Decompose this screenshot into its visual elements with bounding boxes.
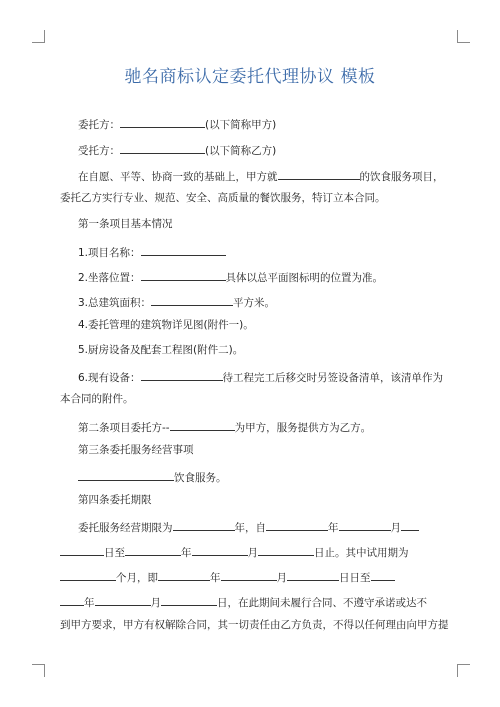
article-1-item-6-cont: 本合同的附件。 (60, 393, 134, 405)
fill-blank (60, 594, 84, 606)
page-corner-mark (32, 664, 45, 677)
article-text: 第二条项目委托方-- (78, 422, 170, 434)
fill-blank (120, 116, 205, 128)
fill-blank (221, 569, 277, 581)
article-text: ，自 (245, 522, 266, 534)
article-3-heading: 第三条委托服务经营事项 (78, 444, 194, 456)
article-text: 个月，即 (116, 572, 158, 584)
party-b-note: (以下简称乙方) (205, 145, 277, 157)
fill-blank (60, 569, 116, 581)
fill-blank (278, 168, 360, 180)
article-text: 委托服务经营期限为 (78, 522, 173, 534)
party-b-label: 受托方： (78, 145, 120, 157)
article-4-line-2 (0, 544, 500, 560)
article-4-line-5: 到甲方要求，甲方有权解除合同，其一切责任由乙方负责，不得以任何理由向甲方提 (60, 619, 449, 631)
unit-text: 年 (234, 522, 245, 534)
fill-blank (120, 142, 205, 154)
unit-text: 月 (390, 522, 401, 534)
fill-blank (60, 544, 104, 556)
unit-text: 日 (339, 572, 350, 584)
page-corner-mark (32, 30, 45, 43)
fill-blank (173, 519, 235, 531)
article-1-item-5: 5.厨房设备及配套工程图(附件二)。 (78, 344, 244, 356)
fill-blank (125, 544, 181, 556)
article-text: 饮食服务。 (174, 472, 227, 484)
fill-blank (151, 294, 233, 306)
fill-blank (78, 469, 174, 481)
fill-blank (170, 419, 235, 431)
article-4-line-1 (0, 519, 500, 535)
party-a-line (0, 116, 500, 132)
intro-text: 委托乙方实行专业、规范、安全、高质量的餐饮服务，特订立本合同。 (60, 192, 386, 204)
article-4-heading: 第四条委托期限 (78, 494, 152, 506)
unit-text: 年 (210, 572, 221, 584)
document-title: 驰名商标认定委托代理协议 模板 (124, 67, 376, 87)
article-text: 日至 (349, 572, 371, 584)
article-text: 日至 (104, 547, 125, 559)
unit-text: 月 (247, 547, 258, 559)
item-label: 3.总建筑面积： (78, 297, 152, 309)
article-2 (0, 419, 500, 435)
fill-blank (371, 569, 395, 581)
article-text: 为甲方，服务提供方为乙方。 (234, 422, 372, 434)
article-1-item-6 (0, 369, 500, 385)
fill-blank (161, 594, 217, 606)
unit-text: 年 (84, 597, 95, 609)
fill-blank (95, 594, 151, 606)
article-1-item-3 (0, 294, 500, 310)
fill-blank (401, 519, 419, 531)
party-a-note: (以下简称甲方) (205, 119, 277, 131)
fill-blank (287, 569, 339, 581)
article-text: 日止。其中试用期为 (314, 547, 409, 559)
intro-line-2 (0, 192, 500, 205)
article-4-line-3 (0, 569, 500, 585)
unit-text: 年 (328, 522, 339, 534)
item-label: 2.坐落位置： (78, 272, 141, 284)
intro-line-1 (0, 168, 500, 184)
article-text: 日，在此期间未履行合同、不遵守承诺或达不 (217, 597, 427, 609)
item-label: 1.项目名称： (78, 247, 141, 259)
fill-blank (258, 544, 314, 556)
article-1-item-4: 4.委托管理的建筑物详见图(附件一)。 (78, 319, 254, 331)
page-corner-mark (457, 30, 470, 43)
page-corner-mark (457, 664, 470, 677)
fill-blank (158, 569, 210, 581)
fill-blank (339, 519, 391, 531)
item-text: 平方米。 (233, 297, 276, 309)
article-1-item-1 (0, 244, 500, 260)
unit-text: 月 (150, 597, 161, 609)
article-1-item-2 (0, 269, 500, 285)
fill-blank (141, 369, 223, 381)
intro-text: 在自愿、平等、协商一致的基础上，甲方就 (78, 171, 278, 183)
article-1-heading: 第一条项目基本情况 (78, 218, 173, 230)
fill-blank (141, 269, 226, 281)
fill-blank (266, 519, 328, 531)
party-a-label: 委托方： (78, 119, 120, 131)
unit-text: 年 (181, 547, 192, 559)
item-text: 具体以总平面图标明的位置为准。 (225, 272, 384, 284)
unit-text: 月 (276, 572, 287, 584)
fill-blank (141, 244, 226, 256)
article-4-line-4 (0, 594, 500, 610)
party-b-line (0, 142, 500, 158)
fill-blank (192, 544, 248, 556)
item-label: 6.现有设备： (78, 372, 141, 384)
article-3-text (0, 469, 500, 485)
intro-text: 的饮食服务项目， (359, 171, 444, 183)
item-text: 待工程完工后移交时另签设备清单，该清单作为 (222, 372, 444, 384)
